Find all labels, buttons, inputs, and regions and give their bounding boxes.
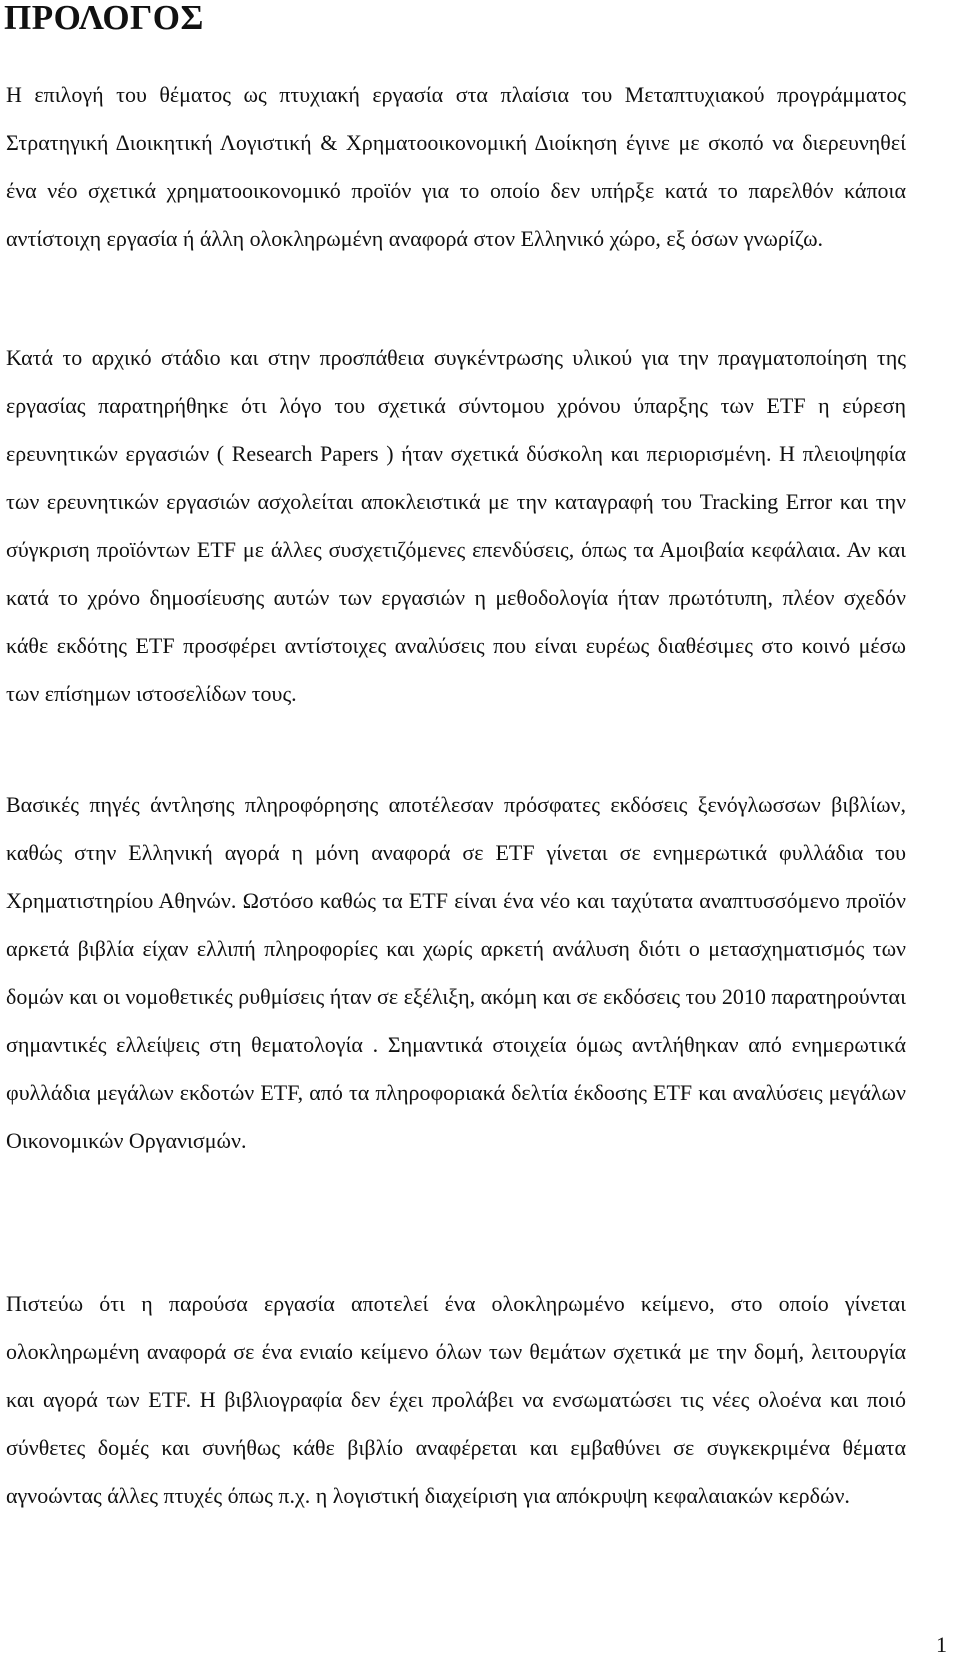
paragraph-1: Η επιλογή του θέματος ως πτυχιακή εργασία στα πλαίσια του Μεταπτυχιακού προγράμματος Στρατηγική Διοικητική Λογιστική & Χρηματοοικονομική Διοίκηση έγινε με σκοπό να διερευνηθεί ένα νέο σχετικά χρηματοοικονομικό προϊόν για το οποίο δεν υπήρξε κατά το παρελθόν κάποια αντίστοιχη εργασία ή άλλη ολοκληρωμένη αναφορά στον Ελληνικό χώρο, εξ όσων γνωρίζω.	[6, 82, 906, 251]
paragraph-2: Κατά το αρχικό στάδιο και στην προσπάθεια συγκέντρωσης υλικού για την πραγματοποίηση της εργασίας παρατηρήθηκε ότι λόγο του σχετικά σύντομου χρόνου ύπαρξης των ETF η εύρεση ερευνητικών εργασιών ( Research Papers ) ήταν σχετικά δύσκολη και περιορισμένη. Η πλειοψηφία των ερευνητικών εργασιών ασχολείται αποκλειστικά με την καταγραφή του Tracking Error και την σύγκριση προϊόντων ETF με άλλες συσχετιζόμενες επενδύσεις, όπως τα Αμοιβαία κεφάλαια. Αν και κατά το χρόνο δημοσίευσης αυτών των εργασιών η μεθοδολογία ήταν πρωτότυπη, πλέον σχεδόν κάθε εκδότης ETF προσφέρει αντίστοιχες αναλύσεις που είναι ευρέως διαθέσιμες στο κοινό μέσω των επίσημων ιστοσελίδων τους.	[6, 345, 906, 706]
paragraph-3: Βασικές πηγές άντλησης πληροφόρησης αποτέλεσαν πρόσφατες εκδόσεις ξενόγλωσσων βιβλίων, καθώς στην Ελληνική αγορά η μόνη αναφορά σε ETF γίνεται σε ενημερωτικά φυλλάδια του Χρηματιστηρίου Αθηνών. Ωστόσο καθώς τα ETF είναι ένα νέο και ταχύτατα αναπτυσσόμενο προϊόν αρκετά βιβλία είχαν ελλιπή πληροφορίες και χωρίς αρκετή ανάλυση διότι ο μετασχηματισμός των δομών και οι νομοθετικές ρυθμίσεις ήταν σε εξέλιξη, ακόμη και σε εκδόσεις του 2010 παρατηρούνται σημαντικές ελλείψεις στη θεματολογία . Σημαντικά στοιχεία όμως αντλήθηκαν από ενημερωτικά φυλλάδια μεγάλων εκδοτών ETF, από τα πληροφοριακά δελτία έκδοσης ETF και αναλύσεις μεγάλων Οικονομικών Οργανισμών.	[6, 792, 906, 1153]
page-heading: ΠΡΟΛΟΓΟΣ	[4, 0, 204, 37]
page-number: 1	[936, 1632, 947, 1657]
paragraph-4: Πιστεύω ότι η παρούσα εργασία αποτελεί ένα ολοκληρωμένο κείμενο, στο οποίο γίνεται ολοκληρωμένη αναφορά σε ένα ενιαίο κείμενο όλων των θεμάτων σχετικά με την δομή, λειτουργία και αγορά των ETF. Η βιβλιογραφία δεν έχει προλάβει να ενσωματώσει τις νέες ολοένα και ποιό σύνθετες δομές και συνήθως κάθε βιβλίο αναφέρεται και εμβαθύνει σε συγκεκριμένα θέματα αγνοώντας άλλες πτυχές όπως π.χ. η λογιστική διαχείριση για απόκρυψη κεφαλαιακών κερδών.	[6, 1291, 906, 1508]
